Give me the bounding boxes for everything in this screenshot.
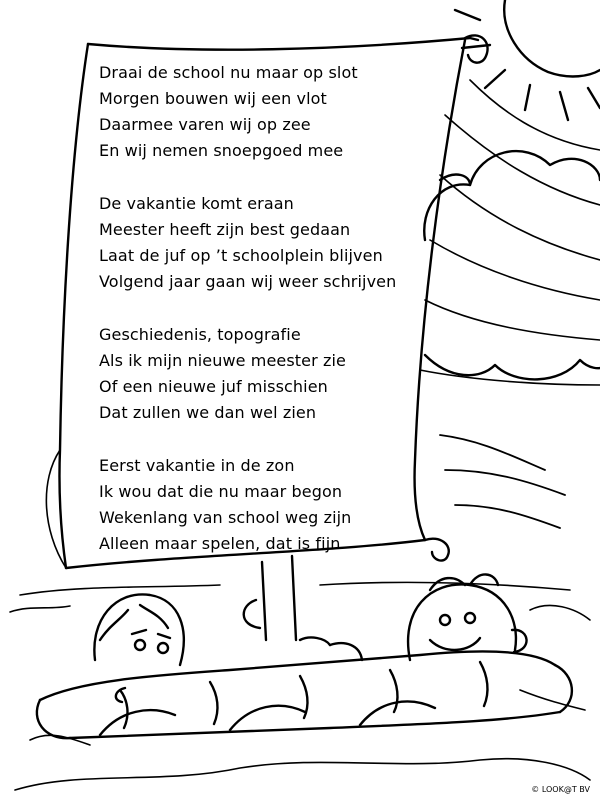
poem-line: Geschiedenis, topografie (99, 325, 301, 344)
stanza-3 (99, 322, 419, 426)
stanza-2 (99, 191, 419, 295)
poem (99, 60, 419, 584)
poem-line: Ik wou dat die nu maar begon (99, 482, 343, 501)
poem-line: Eerst vakantie in de zon (99, 456, 295, 475)
poem-line: Laat de juf op ’t schoolplein blijven (99, 246, 383, 265)
poem-line: Volgend jaar gaan wij weer schrijven (99, 272, 397, 291)
stanza-1 (99, 60, 419, 164)
poem-line: Alleen maar spelen, dat is fijn (99, 534, 341, 553)
poem-line: Draai de school nu maar op slot (99, 63, 358, 82)
poem-line: Morgen bouwen wij een vlot (99, 89, 327, 108)
boy-figure (408, 574, 526, 660)
girl-figure (94, 594, 183, 665)
wind-lines (440, 435, 565, 528)
cloud-icon (424, 151, 600, 379)
stanza-4 (99, 453, 419, 557)
poem-line: Meester heeft zijn best gedaan (99, 220, 351, 239)
poem-line: Als ik mijn nieuwe meester zie (99, 351, 346, 370)
sun-icon (420, 0, 600, 385)
poem-line: En wij nemen snoepgoed mee (99, 141, 344, 160)
poem-line: De vakantie komt eraan (99, 194, 294, 213)
poem-line: Dat zullen we dan wel zien (99, 403, 317, 422)
poem-line: Wekenlang van school weg zijn (99, 508, 352, 527)
raft (37, 638, 572, 739)
poem-line: Of een nieuwe juf misschien (99, 377, 328, 396)
sea-waves (10, 582, 590, 790)
poem-line: Daarmee varen wij op zee (99, 115, 311, 134)
copyright-notice: © LOOK@T BV (531, 785, 590, 794)
